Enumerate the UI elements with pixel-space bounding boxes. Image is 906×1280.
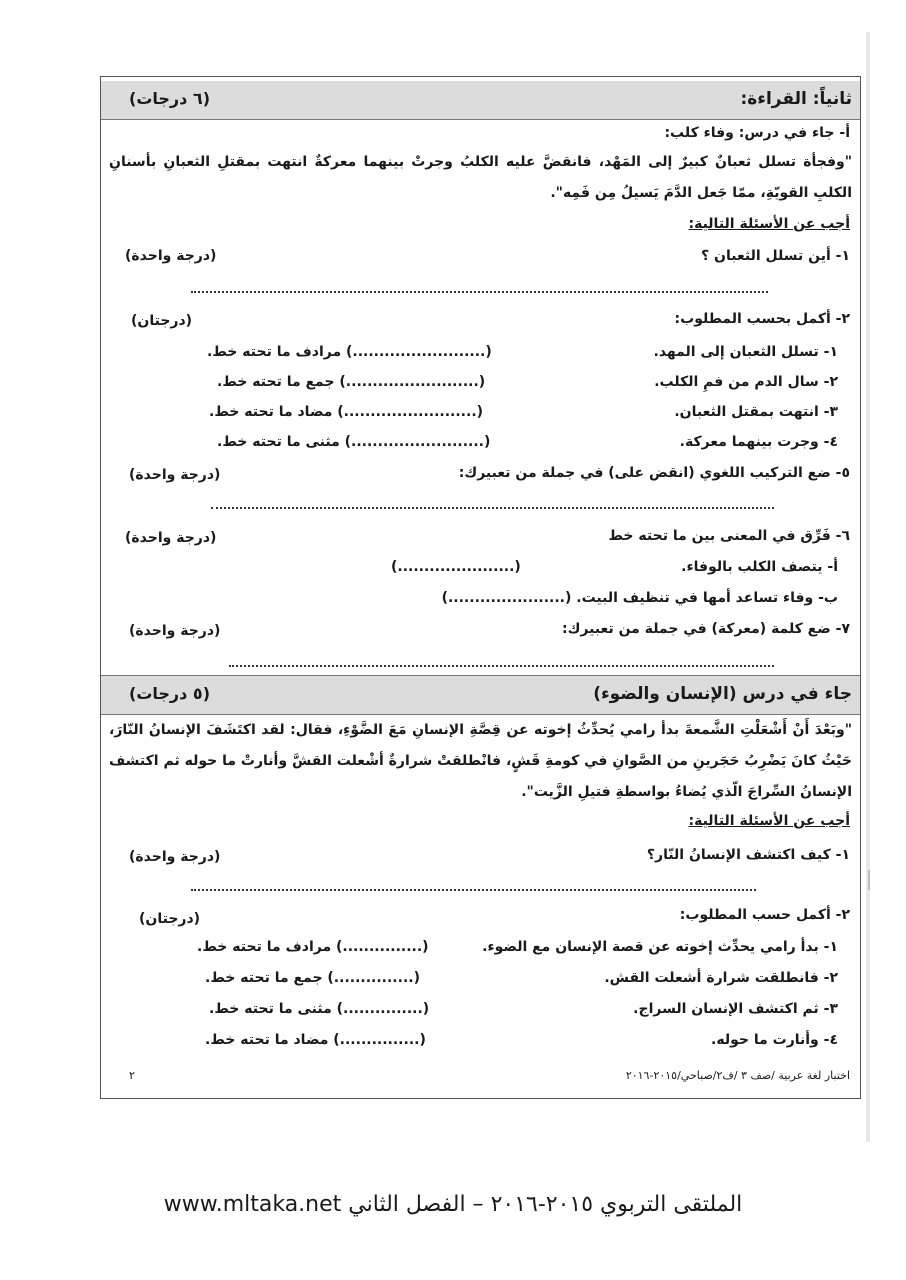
- s1-q2-item3-blank[interactable]: (.........................) مضاد ما تحته خط.: [209, 404, 484, 420]
- s1-q2-item1-blank[interactable]: (.........................) مرادف ما تحته خط.: [207, 344, 492, 360]
- s1-q2-item2-blank[interactable]: (.........................) جمع ما تحته خط.: [217, 374, 486, 390]
- s1-q2-text: ٢- أكمل بحسب المطلوب:: [674, 311, 850, 327]
- s1-q2-item4-blank[interactable]: (.........................) مثنى ما تحته خط.: [217, 434, 491, 450]
- s1-q6-b: ب- وفاء تساعد أمها في تنظيف البيت. (......................): [441, 590, 838, 606]
- s1-q1-answer-line[interactable]: [191, 291, 768, 293]
- s2-q1-marks: (درجة واحدة): [129, 849, 221, 865]
- section2-answer-prompt: أجب عن الأسئلة التالية:: [688, 813, 850, 829]
- s2-q1-answer-line[interactable]: [191, 889, 756, 891]
- s2-q2-item1: ١- بدأ رامي يحدِّث إخوته عن قصة الإنسان مع الضوء.: [482, 939, 838, 955]
- scan-edge-strip: [866, 32, 870, 1142]
- footer-page-number: ٢: [129, 1069, 135, 1082]
- section2-title: جاء في درس (الإنسان والضوء): [593, 684, 852, 704]
- section2-marks: (٥ درجات): [129, 684, 210, 703]
- s1-q5-marks: (درجة واحدة): [129, 467, 221, 483]
- section1-intro: أ- جاء في درس: وفاء كلب:: [664, 125, 850, 141]
- scan-edge-mark: [868, 870, 870, 890]
- s2-q2-marks: (درجتان): [139, 911, 201, 927]
- s1-q2-item1: ١- تسلل الثعبان إلى المهد.: [653, 344, 838, 360]
- s1-q5-answer-line[interactable]: [211, 507, 774, 509]
- section1-passage: "وفجأة تسلل ثعبانٌ كبيرٌ إلى المَهْد، فانقضَّ عليه الكلبُ وجرتْ بينهما معركةٌ انتهت بمقتلِ الثعبانِ بأسنانِ الكلبِ القويّةِ، ممّا جَعل الدَّمَ يَسيلُ مِن فَمِه".: [109, 154, 852, 201]
- section1-marks: (٦ درجات): [129, 89, 210, 108]
- s1-q6-a-blank[interactable]: (......................): [391, 559, 521, 575]
- s1-q7-text: ٧- ضع كلمة (معركة) في جملة من تعبيرك:: [561, 621, 850, 637]
- section1-title: ثانياً: القراءة:: [740, 89, 852, 109]
- footer-exam-info: اختبار لغة عربية /صف ٣ /ف٢/صباحي/٢٠١٥-٢٠١٦: [625, 1069, 850, 1082]
- exam-sheet: [100, 76, 861, 1099]
- s1-q7-marks: (درجة واحدة): [129, 623, 221, 639]
- section2-header: [101, 675, 860, 715]
- site-caption: الملتقى التربوي ٢٠١٥-٢٠١٦ – الفصل الثاني www.mltaka.net: [163, 1192, 743, 1217]
- s1-q6-marks: (درجة واحدة): [125, 530, 217, 546]
- s1-q1-text: ١- أين تسلل الثعبان ؟: [701, 248, 850, 264]
- s2-q2-item3-blank[interactable]: (...............) مثنى ما تحته خط.: [209, 1001, 430, 1017]
- s1-q6-text: ٦- فَرِّق في المعنى بين ما تحته خط: [608, 528, 850, 544]
- s2-q2-item2: ٢- فانطلقت شرارة أشعلت القش.: [604, 970, 838, 986]
- s1-q2-item2: ٢- سال الدم من فمِ الكلب.: [654, 374, 838, 390]
- section1-header: [101, 81, 860, 120]
- s1-q5-text: ٥- ضع التركيب اللغوي (انقض على) في جملة من تعبيرك:: [458, 465, 850, 481]
- s2-q2-item1-blank[interactable]: (...............) مرادف ما تحته خط.: [197, 939, 429, 955]
- s1-q2-item4: ٤- وجرت بينهما معركة.: [679, 434, 838, 450]
- s1-q2-marks: (درجتان): [131, 313, 193, 329]
- s2-q2-item4-blank[interactable]: (...............) مضاد ما تحته خط.: [205, 1032, 426, 1048]
- s2-q2-item2-blank[interactable]: (...............) جمع ما تحته خط.: [205, 970, 420, 986]
- section2-passage: "وبَعْدَ أَنْ أَشْعَلْتِ الشَّمعةَ بدأ رامي يُحدِّثُ إخوته عن قِصَّةِ الإنسانِ مَعَ الضَّوْءِ، فقال: لقد اكتَشَفَ الإنسانُ النّارَ، حَيْثُ كانَ يَضْرِبُ حَجَرينِ من الصَّوانِ في كومةِ قَشٍ، فانْطلقتْ شرارةٌ أشْعلت القشَّ وأنارتْ ما حوله ثم اكتشف الإنسانُ السِّراجَ الّذي يُضاءُ بواسطةِ فتيلِ الزَّيت".: [109, 722, 852, 800]
- section1-answer-prompt: أجب عن الأسئلة التالية:: [688, 216, 850, 232]
- s2-q2-item3: ٣- ثم اكتشف الإنسان السراج.: [633, 1001, 838, 1017]
- s1-q1-marks: (درجة واحدة): [125, 248, 217, 264]
- s1-q2-item3: ٣- انتهت بمقتل الثعبان.: [674, 404, 838, 420]
- s1-q7-answer-line[interactable]: [229, 665, 774, 667]
- s1-q6-a: أ- يتصف الكلب بالوفاء.: [681, 559, 838, 575]
- s2-q2-item4: ٤- وأنارت ما حوله.: [711, 1032, 838, 1048]
- s2-q2-text: ٢- أكمل حسب المطلوب:: [679, 907, 850, 923]
- s2-q1-text: ١- كيف اكتشف الإنسانُ النّار؟: [646, 847, 850, 863]
